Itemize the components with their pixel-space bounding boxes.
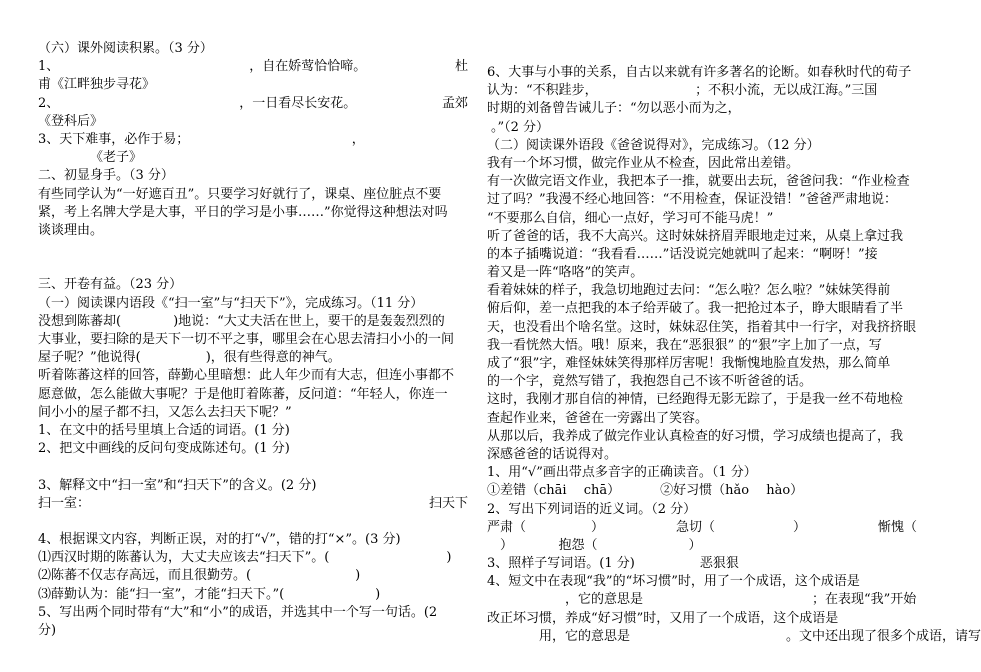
judgement-item: ⑵陈蕃不仅志存高远，而且很勤劳。( ) (38, 568, 361, 584)
synonym-blank: 严肃（ ） (487, 519, 605, 535)
question-6-line: 。”（2 分） (491, 119, 550, 135)
section-two-body: 有些同学认为“一好遮百丑”。只要学习好就行了，课桌、座位脏点不要 (38, 186, 442, 202)
reading-question-4: 改正坏习惯，养成“好习惯”时，又用了一个成语，这个成语是 (487, 610, 839, 626)
poem-author: 孟郊 (441, 95, 468, 111)
story-line: 过了吗？”我漫不经心地回答：“不用检查，保证没错！”爸爸严肃地说： (487, 192, 897, 208)
story-line: 成了“狠”字，难怪妹妹笑得那样厉害呢！我惭愧地脸直发热，那么简单 (487, 356, 891, 371)
answer-space (38, 240, 468, 276)
passage-line: 听着陈蕃这样的回答，薛勤心里暗想：此人年少而有大志，但连小事都不 (38, 368, 455, 384)
section-six-title: （六）课外阅读积累。（3 分） (38, 41, 213, 56)
story-line: 看着妹妹的样子，我急切地跑过去问：“怎么啦？怎么啦？”妹妹笑得前 (487, 283, 891, 299)
question-3: 3、解释文中“扫一室”和“扫天下”的含义。(2 分) (38, 477, 317, 493)
right-column (487, 64, 981, 646)
reading-question-4: 用，它的意思是 。文中还出现了很多个成语，请写 (487, 628, 981, 644)
pinyin-choices (487, 482, 917, 500)
pinyin-choice: ①差错（chāi chā） (487, 483, 621, 499)
story-line: 深感爸爸的话说得对。 (487, 446, 618, 462)
story-line: 天，也没看出个啥名堂。这时，妹妹忍住笑，指着其中一行字，对我挤挤眼 (487, 319, 917, 335)
reading-question-4: 4、短文中在表现“我”的“坏习惯”时，用了一个成语，这个成语是 (487, 574, 860, 590)
judgement-item: ⑴西汉时期的陈蕃认为，大丈夫应该去“扫天下”。( ) (38, 550, 452, 566)
question-3-answers (38, 495, 468, 513)
passage-line: 愿意做，怎么能做大事呢？于是他盯着陈蕃，反问道：“年轻人，你连一 (38, 386, 448, 402)
synonym-blank: ） 抱怨（ ） (487, 537, 702, 553)
poem-question-2: 2、 ，一日看尽长安花。 孟郊 (38, 95, 468, 113)
section-two-body: 谈谈理由。 (38, 222, 104, 238)
question-2: 2、把文中画线的反问句变成陈述句。(1 分) (38, 441, 290, 457)
story-line: 查起作业来，爸爸在一旁露出了笑容。 (487, 410, 709, 426)
story-line: 听了爸爸的话，我不大高兴。这时妹妹挤眉弄眼地走过来，从桌上拿过我 (487, 228, 904, 244)
poem-source-1: 甫《江畔独步寻花》 (38, 77, 156, 93)
judgement-item: ⑶薛勤认为：能“扫一室”，才能“扫天下。”( ) (38, 586, 381, 602)
section-three-title: 三、开卷有益。（23 分） (38, 277, 183, 293)
answer-label: 扫天下 (428, 495, 468, 511)
reading-question-1: 1、用“√”画出带点多音字的正确读音。（1 分） (487, 465, 757, 481)
story-line: 的一个字，竟然写错了，我抱怨自己不该不听爸爸的话。 (487, 374, 813, 390)
answer-label: 扫一室： (38, 495, 91, 511)
synonym-blank: 惭愧（ (877, 519, 917, 535)
story-line: 从那以后，我养成了做完作业认真检查的好习惯，学习成绩也提高了，我 (487, 428, 904, 444)
reading-one-title: （一）阅读课内语段《“扫一室”与“扫天下”》，完成练习。（11 分） (38, 295, 424, 311)
poem-question-1: 1、 ，自在娇莺恰恰啼。 杜 (38, 58, 468, 76)
story-line: 的本子插嘴说道：“我看看……”话没说完她就叫了起来：“啊呀！”接 (487, 246, 878, 262)
poem-line-text: ，自在娇莺恰恰啼。 (249, 59, 367, 75)
reading-question-3: 3、照样子写词语。(1 分) 恶狠狠 (487, 556, 739, 572)
passage-line: 没想到陈蕃却( )地说：“大丈夫活在世上，要干的是轰轰烈烈的 (38, 313, 445, 329)
answer-space (38, 458, 468, 476)
passage-line: 大事业，要扫除的是天下一切不平之事，哪里会在心思去清扫小小的一间 (38, 332, 455, 348)
story-line: 我一看恍然大悟。哦！原来，我在“恶狠狠” 的“狠”字上加了一点，写 (487, 337, 882, 353)
question-5: 5、写出两个同时带有“大”和“小”的成语，并选其中一个写一句话。(2 (38, 604, 438, 620)
reading-two-title: （二）阅读课外语段《爸爸说得对》，完成练习。（12 分） (487, 137, 820, 153)
pinyin-choice: ②好习惯（hǎo hào） (660, 483, 804, 499)
question-6-line: 时期的刘备曾告诫儿子：“勿以恶小而为之， (487, 101, 878, 117)
section-two-body: 紧，考上名牌大学是大事，平日的学习是小事……”你觉得这种想法对吗 (38, 204, 448, 220)
synonym-blanks (487, 519, 917, 537)
poem-source-3: 《老子》 (90, 150, 143, 166)
poem-author: 杜 (454, 59, 468, 75)
reading-question-4: ，它的意思是 ；在表现“我”开始 (487, 592, 917, 608)
question-4: 4、根据课文内容，判断正误，对的打“√”，错的打“×”。(3 分) (38, 532, 401, 548)
answer-space (38, 513, 468, 531)
story-line: 这时，我刚才那自信的神情，已经跑得无影无踪了，于是我一丝不苟地检 (487, 392, 904, 408)
story-line: 有一次做完语文作业，我把本子一推，就要出去玩，爸爸问我：“作业检查 (487, 174, 910, 190)
section-two-title: 二、初显身手。（3 分） (38, 168, 174, 184)
story-line: 俯后仰，差一点把我的本子给弄破了。我一把抢过本子，睁大眼睛看了半 (487, 301, 904, 317)
question-5-end: 分) (38, 623, 57, 639)
story-line: “不要那么自信，细心一点好，学习可不能马虎！” (487, 210, 774, 226)
poem-line-text: ，一日看尽长安花。 (239, 95, 357, 111)
story-line: 着又是一阵“咯咯”的笑声。 (487, 265, 644, 281)
question-1: 1、在文中的括号里填上合适的词语。(1 分) (38, 422, 290, 438)
question-6-line: 6、大事与小事的关系，自古以来就有许多著名的论断。如春秋时代的荀子 (487, 65, 912, 80)
story-line: 我有一个坏习惯，做完作业从不检查，因此常出差错。 (487, 155, 800, 171)
passage-line: 间小小的屋子都不扫，又怎么去扫天下呢？” (38, 404, 292, 420)
poem-question-3: 3、天下难事，必作于易； ， (38, 131, 365, 147)
reading-question-2: 2、写出下列词语的近义词。（2 分） (487, 501, 697, 517)
left-column (38, 40, 468, 640)
synonym-blank: 急切（ ） (675, 519, 806, 535)
question-6-line: 认为：“不积跬步， ；不积小流，无以成江海。”三国 (487, 83, 878, 99)
poem-source-2: 《登科后》 (38, 113, 104, 129)
passage-line: 屋子呢？”他说得( )，很有些得意的神气。 (38, 350, 341, 366)
